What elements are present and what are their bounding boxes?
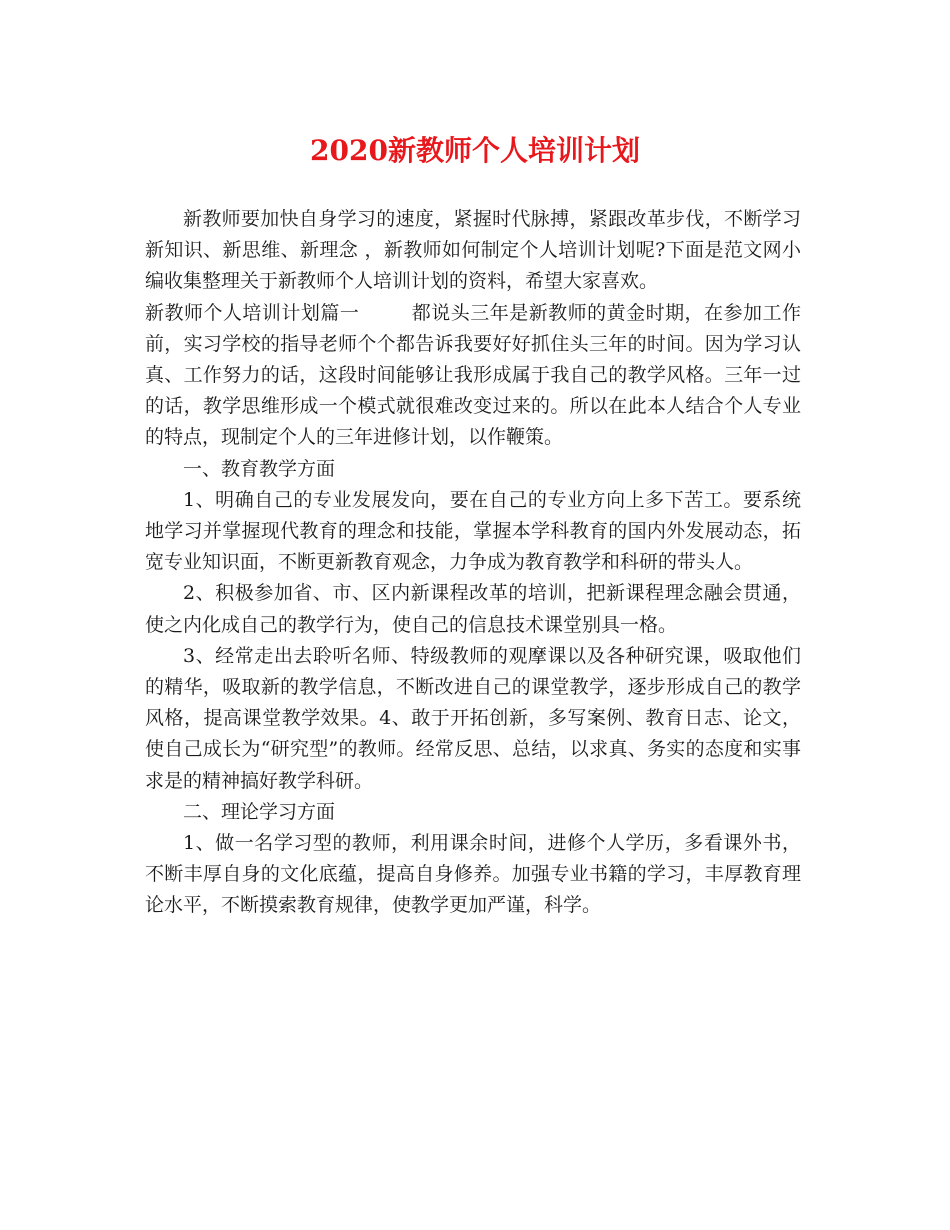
document-body [145, 204, 801, 922]
paragraph-item-3: 3、经常走出去聆听名师、特级教师的观摩课以及各种研究课，吸取他们的精华，吸取新的教学信息，不断改进自己的课堂教学，逐步形成自己的教学风格，提高课堂教学效果。4、敢于开拓创新，多写案例、教育日志、论文，使自己成长为“研究型”的教师。经常反思、总结，以求真、务实的态度和实事求是的精神搞好教学科研。 [145, 644, 801, 792]
heading-teaching: 一、教育教学方面 [183, 457, 336, 480]
document-title: 2020新教师个人培训计划 [310, 134, 640, 167]
paragraph-section-one [145, 298, 801, 454]
paragraph-intro: 新教师要加快自身学习的速度，紧握时代脉搏，紧跟改革步伐，不断学习新知识、新思维、新理念 ，新教师如何制定个人培训计划呢?下面是范文网小编收集整理关于新教师个人培训计划的资料，希望大家喜欢。 [145, 208, 801, 293]
paragraph-item-2: 2、积极参加省、市、区内新课程改革的培训，把新课程理念融会贯通，使之内化成自己的教学行为，使自己的信息技术课堂别具一格。 [145, 582, 801, 636]
heading-theory: 二、理论学习方面 [183, 800, 336, 823]
paragraph-theory-1: 1、做一名学习型的教师，利用课余时间，进修个人学历，多看课外书，不断丰厚自身的文化底蕴，提高自身修养。加强专业书籍的学习，丰厚教育理论水平，不断摸索教育规律，使教学更加严谨，科学。 [145, 832, 801, 917]
section-text: 都说头三年是新教师的黄金时期，在参加工作前，实习学校的指导老师个个都告诉我要好好抓住头三年的时间。因为学习认真、工作努力的话，这段时间能够让我形成属于我自己的教学风格。三年一过的话，教学思维形成一个模式就很难改变过来的。所以在此本人结合个人专业的特点，现制定个人的三年进修计划，以作鞭策。 [145, 301, 801, 449]
section-label: 新教师个人培训计划篇一 [145, 301, 360, 324]
paragraph-item-1: 1、明确自己的专业发展发向，要在自己的专业方向上多下苦工。要系统地学习并掌握现代教育的理念和技能，掌握本学科教育的国内外发展动态，拓宽专业知识面，不断更新教育观念，力争成为教育教学和科研的带头人。 [145, 488, 801, 574]
